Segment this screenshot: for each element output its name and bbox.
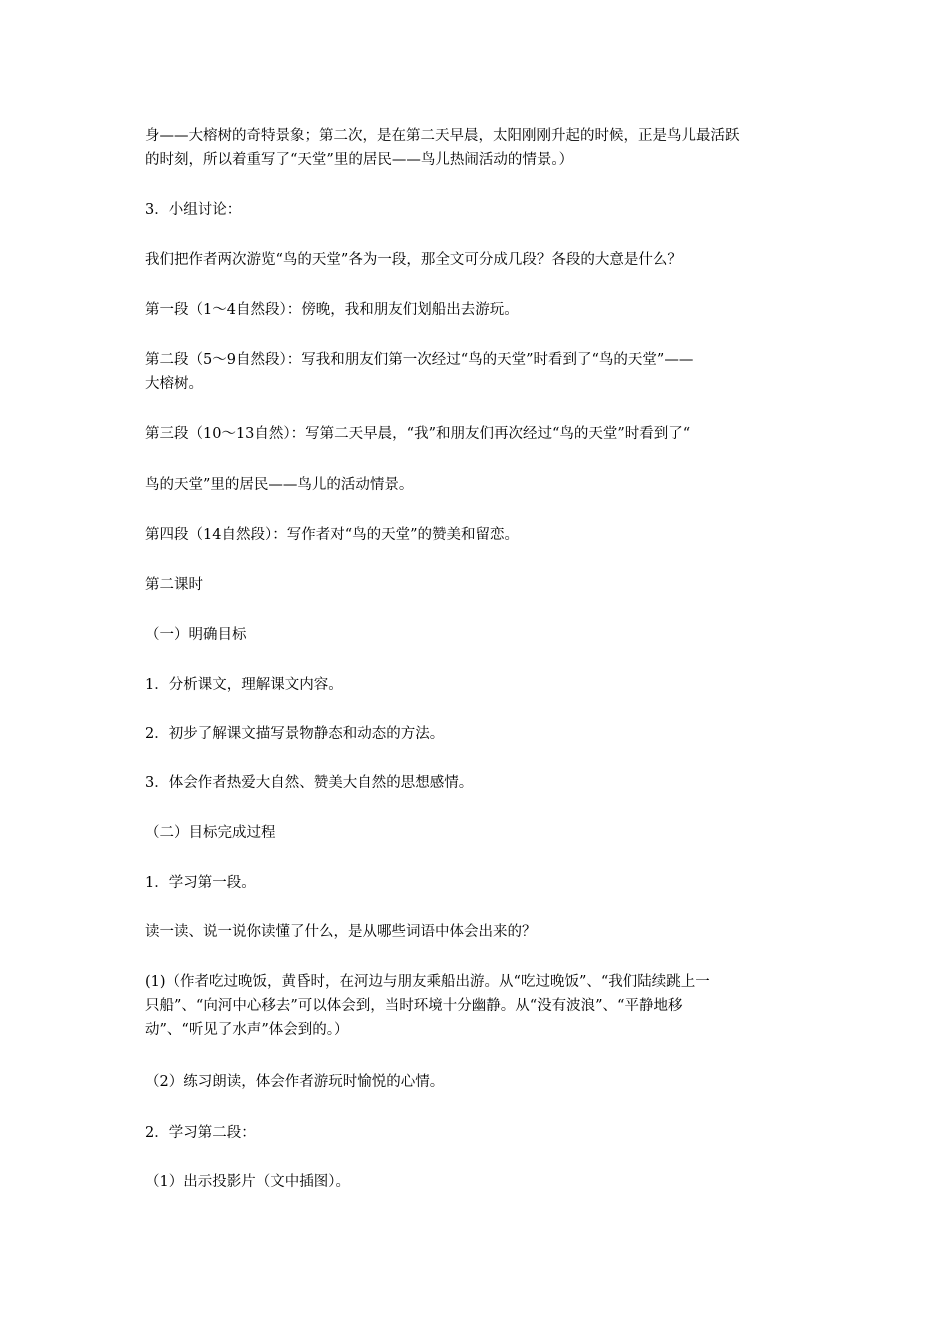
text-line: 第三段（10～13自然）：写第二天早晨，“我”和朋友们再次经过“鸟的天堂”时看到了“ (145, 426, 691, 442)
paragraph-analysis-continued (145, 124, 810, 172)
process-step-2 (145, 1121, 810, 1145)
text-line: 只船”、“向河中心移去”可以体会到，当时环境十分幽静。从“没有波浪”、“平静地移 (145, 998, 683, 1014)
text-line: 第四段（14自然段）：写作者对“鸟的天堂”的赞美和留恋。 (145, 527, 520, 543)
paragraph-answer-2 (145, 1070, 810, 1094)
text-line: （2）练习朗读，体会作者游玩时愉悦的心情。 (145, 1074, 445, 1090)
heading-clear-goals (145, 623, 810, 647)
text-line: 身——大榕树的奇特景象；第二次，是在第二天早晨，太阳刚刚升起的时候，正是鸟儿最活跃 (145, 128, 740, 144)
goal-item-1 (145, 673, 810, 697)
heading-goal-process (145, 821, 810, 845)
text-line: 的时刻，所以着重写了“天堂”里的居民——鸟儿热闹活动的情景。） (145, 152, 574, 168)
text-line: 鸟的天堂”里的居民——鸟儿的活动情景。 (145, 477, 414, 493)
text-line: 第一段（1～4自然段）：傍晚，我和朋友们划船出去游玩。 (145, 302, 519, 318)
paragraph-section-one (145, 298, 810, 322)
paragraph-section-three-continued (145, 473, 810, 497)
text-line: （一）明确目标 (145, 627, 247, 643)
text-line: 第二段（5～9自然段）：写我和朋友们第一次经过“鸟的天堂”时看到了“鸟的天堂”—— (145, 352, 694, 368)
goal-item-3 (145, 771, 810, 795)
text-line: 3．小组讨论： (145, 202, 242, 218)
process-step-1 (145, 871, 810, 895)
text-line: 我们把作者两次游览“鸟的天堂”各为一段，那全文可分成几段？各段的大意是什么？ (145, 252, 682, 268)
text-line: 2．学习第二段： (145, 1125, 256, 1141)
text-line: 读一读、说一说你读懂了什么，是从哪些词语中体会出来的？ (145, 924, 537, 940)
paragraph-show-slide (145, 1170, 810, 1194)
paragraph-group-discussion (145, 198, 810, 222)
paragraph-section-three (145, 422, 810, 446)
text-line: 第二课时 (145, 577, 203, 593)
text-line: （1）出示投影片（文中插图）。 (145, 1174, 350, 1190)
paragraph-answer-1 (145, 970, 810, 1042)
text-line: 动”、“听见了水声”体会到的。） (145, 1022, 349, 1038)
text-line: 大榕树。 (145, 376, 203, 392)
text-line: （二）目标完成过程 (145, 825, 276, 841)
text-line: (1)（作者吃过晚饭，黄昏时，在河边与朋友乘船出游。从“吃过晚饭”、“我们陆续跳上一 (145, 974, 710, 990)
text-line: 2．初步了解课文描写景物静态和动态的方法。 (145, 726, 445, 742)
paragraph-section-two (145, 348, 810, 396)
text-line: 1．学习第一段。 (145, 875, 256, 891)
text-line: 1．分析课文，理解课文内容。 (145, 677, 343, 693)
paragraph-read-prompt (145, 920, 810, 944)
paragraph-section-four (145, 523, 810, 547)
paragraph-question (145, 248, 810, 272)
goal-item-2 (145, 722, 810, 746)
heading-second-lesson (145, 573, 810, 597)
text-line: 3．体会作者热爱大自然、赞美大自然的思想感情。 (145, 775, 474, 791)
